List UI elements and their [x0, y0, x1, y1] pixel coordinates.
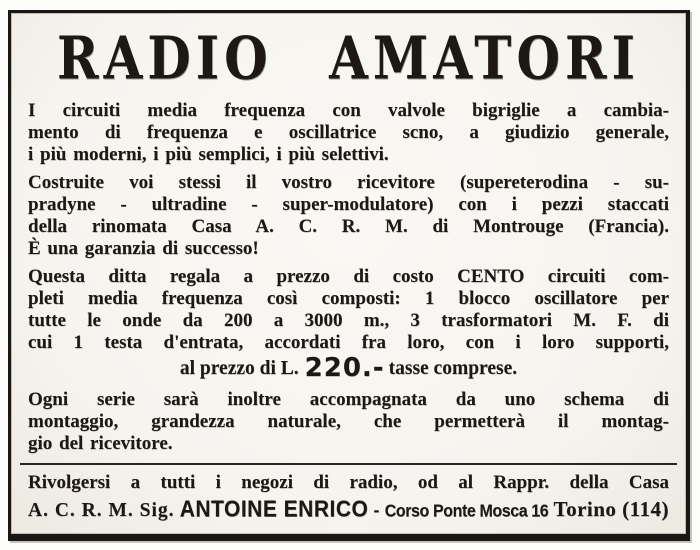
price-line	[28, 354, 669, 383]
footer-line2	[28, 497, 669, 522]
body-line: della rinomata Casa A. C. R. M. di Montrouge (Francia).	[28, 216, 669, 237]
footer-contact	[28, 472, 669, 522]
price-value: 220.-	[304, 353, 385, 383]
body-line: È una garanzia di successo!	[28, 238, 259, 259]
body-line: I circuiti media frequenza con valvole bigriglie a cambia-	[28, 100, 669, 121]
ad-inner	[11, 13, 686, 534]
divider-rule	[20, 463, 677, 465]
footer-city: Torino (114)	[553, 497, 669, 521]
price-prefix: al prezzo di L.	[179, 358, 299, 379]
paragraph-build-yourself	[28, 172, 669, 260]
body-line: Ogni serie sarà inoltre accompagnata da uno schema di	[28, 389, 669, 410]
paragraph-offer	[28, 266, 669, 383]
body-line: pleti media frequenza così composti: 1 blocco oscillatore per	[28, 288, 669, 309]
body-line: gio del ricevitore.	[28, 433, 173, 454]
footer-company: A. C. R. M. Sig.	[28, 500, 175, 521]
ad-frame	[8, 10, 690, 541]
paragraph-schema	[28, 389, 669, 455]
body-line: mento di frequenza e oscillatrice scno, a giudizio generale,	[28, 122, 669, 143]
footer-line1: Rivolgersi a tutti i negozi di radio, od al Rappr. della Casa	[28, 472, 669, 493]
paragraph-circuits	[28, 100, 669, 166]
body-line: pradyne - ultradine - super-modulatore) con i pezzi staccati	[28, 194, 669, 215]
body-line: Costruite voi stessi il vostro ricevitore (supereterodina - su-	[28, 172, 669, 193]
footer-representative-name: ANTOINE ENRICO	[179, 497, 369, 522]
body-line: montaggio, grandezza naturale, che permetterà il montag-	[28, 411, 669, 432]
body-line: tutte le onde da 200 a 3000 m., 3 trasformatori M. F. di	[28, 310, 669, 331]
body-line: i più moderni, i più semplici, i più selettivi.	[28, 144, 389, 165]
body-line: Questa ditta regala a prezzo di costo CENTO circuiti com-	[28, 266, 669, 287]
body-line: cui 1 testa d'entrata, accordati fra loro, con i loro supporti,	[28, 332, 669, 353]
footer-address: Corso Ponte Mosca 16	[384, 501, 549, 521]
footer-dash: -	[373, 500, 380, 520]
price-suffix: tasse comprese.	[388, 358, 518, 379]
ad-title: RADIO AMATORI	[57, 23, 640, 93]
